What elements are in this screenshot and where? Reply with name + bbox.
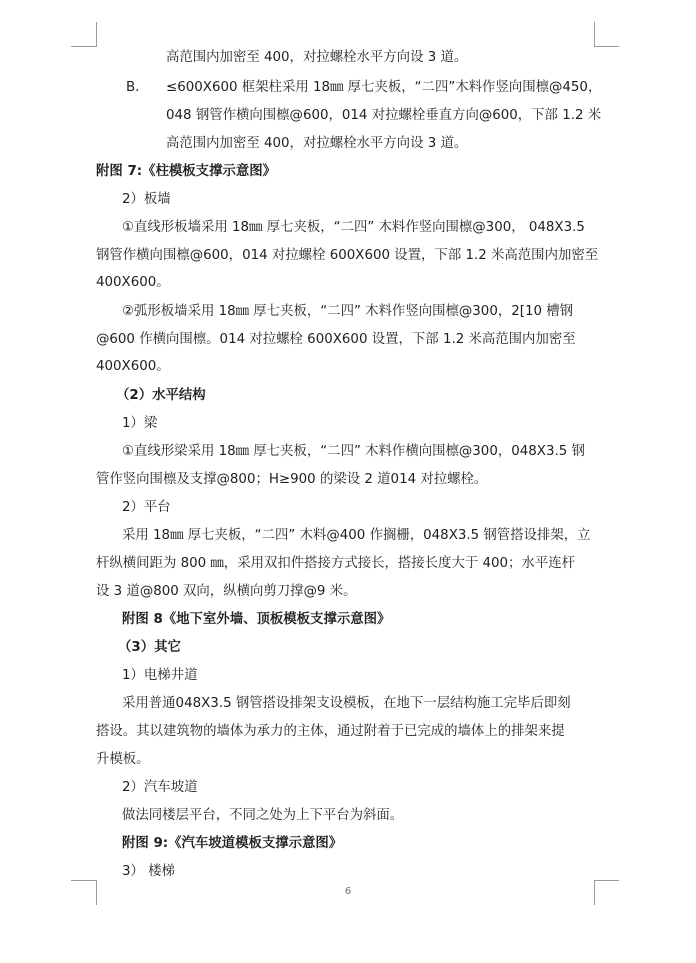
text-line: 杆纵横间距为 800 ㎜，采用双扣件搭接方式接长，搭接长度大于 400；水平连杆 <box>96 556 575 571</box>
figure-caption-7: 附图 7:《柱模板支撑示意图》 <box>96 164 277 179</box>
text-line: 升模板。 <box>96 752 150 767</box>
text-line: 做法同楼层平台，不同之处为上下平台为斜面。 <box>122 808 404 823</box>
text-line: 400X600。 <box>96 275 170 290</box>
text-line: @600 作横向围檩。014 对拉螺栓 600X600 设置，下部 1.2 米高范围内加密至 <box>96 332 576 347</box>
crop-mark-bottom-left-h <box>71 880 96 881</box>
text-line: 设 3 道@800 双向，纵横向剪刀撑@9 米。 <box>96 584 357 599</box>
subheading-board-wall: 2）板墙 <box>122 192 171 207</box>
subheading-stairs: 3） 楼梯 <box>122 864 175 879</box>
crop-mark-top-right-v <box>594 22 595 47</box>
text-line: 钢管作横向围檩@600，014 对拉螺栓 600X600 设置，下部 1.2 米高范围内加密至 <box>96 248 599 263</box>
figure-caption-9: 附图 9:《汽车坡道模板支撑示意图》 <box>122 836 343 851</box>
text-line: 400X600。 <box>96 359 170 374</box>
subheading-elevator-shaft: 1）电梯井道 <box>122 668 198 683</box>
section-heading-others: （3）其它 <box>118 640 181 655</box>
figure-caption-8: 附图 8《地下室外墙、顶板模板支撑示意图》 <box>122 612 391 627</box>
item-label-b: B. <box>126 80 140 95</box>
text-line: 采用 18㎜ 厚七夹板，“二四” 木料@400 作搁栅，048X3.5 钢管搭设排架，立 <box>122 528 591 543</box>
crop-mark-top-left-h <box>71 46 96 47</box>
page-number: 6 <box>344 886 352 897</box>
text-line: 高范围内加密至 400，对拉螺栓水平方向设 3 道。 <box>166 136 468 151</box>
crop-mark-top-left-v <box>96 22 97 47</box>
section-heading-horizontal-structure: （2）水平结构 <box>116 388 206 403</box>
crop-mark-top-right-h <box>594 46 619 47</box>
text-line: ①直线形梁采用 18㎜ 厚七夹板，“二四” 木料作横向围檩@300，048X3.5 钢 <box>122 444 585 459</box>
text-line: 采用普通048X3.5 钢管搭设排架支设模板，在地下一层结构施工完毕后即刻 <box>122 696 571 711</box>
text-line: 管作竖向围檩及支撑@800；H≥900 的梁设 2 道014 对拉螺栓。 <box>96 472 488 487</box>
subheading-platform: 2）平台 <box>122 500 171 515</box>
text-line: 048 钢管作横向围檩@600，014 对拉螺栓垂直方向@600，下部 1.2 米 <box>166 108 602 123</box>
text-line: 搭设。其以建筑物的墙体为承力的主体，通过附着于已完成的墙体上的排架来提 <box>96 724 565 739</box>
subheading-car-ramp: 2）汽车坡道 <box>122 780 198 795</box>
text-line: ≤600X600 框架柱采用 18㎜ 厚七夹板，“二四”木料作竖向围檩@450， <box>166 80 602 95</box>
text-line: ①直线形板墙采用 18㎜ 厚七夹板，“二四” 木料作竖向围檩@300， 048X3.5 <box>122 220 585 235</box>
subheading-beam: 1）梁 <box>122 416 158 431</box>
text-line: 高范围内加密至 400，对拉螺栓水平方向设 3 道。 <box>166 50 468 65</box>
text-line: ②弧形板墙采用 18㎜ 厚七夹板，“二四” 木料作竖向围檩@300，2[10 槽钢 <box>122 304 574 319</box>
